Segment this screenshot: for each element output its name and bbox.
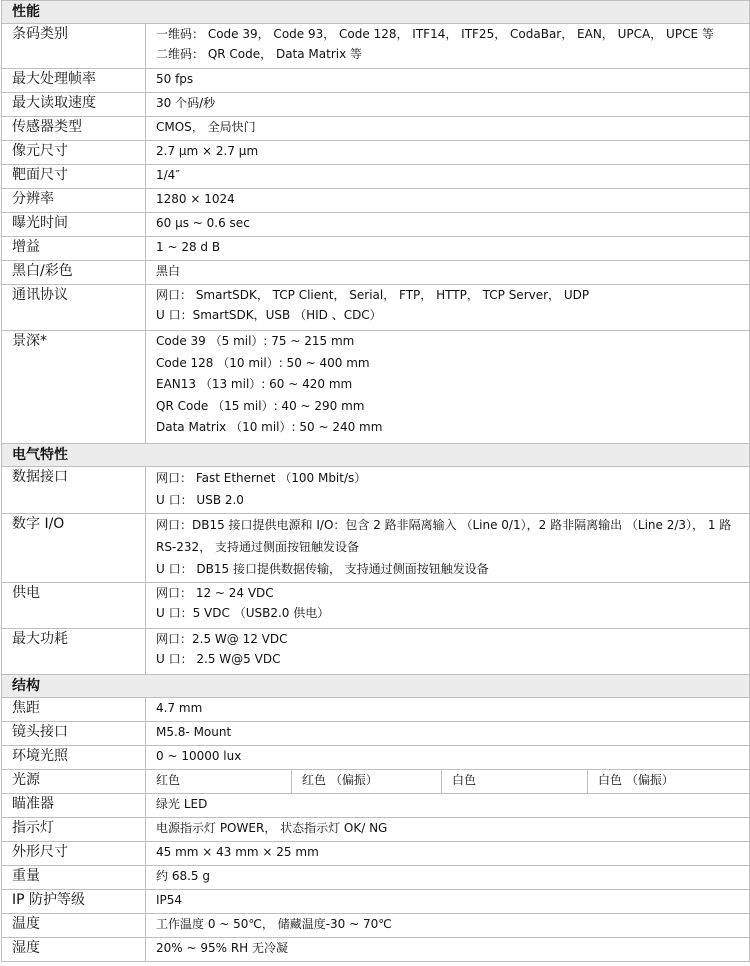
row-value: 工作温度 0 ~ 50℃， 储藏温度-30 ~ 70℃ <box>146 914 750 938</box>
section-row-electrical <box>2 444 750 467</box>
row-value: 1280 × 1024 <box>146 189 750 213</box>
value-line: U 口： USB 2.0 <box>156 493 244 507</box>
row-label: 像元尺寸 <box>2 141 146 165</box>
spec-row-sensor-type <box>2 117 750 141</box>
value-line: Code 39 （5 mil）: 75 ~ 215 mm <box>156 334 355 348</box>
row-value <box>146 514 750 583</box>
row-value: IP54 <box>146 890 750 914</box>
spec-row-ip-rating <box>2 890 750 914</box>
row-label: 瞄准器 <box>2 794 146 818</box>
spec-row-pixel-size <box>2 141 750 165</box>
row-label: 黑白/彩色 <box>2 261 146 285</box>
value-line: Code 128 （10 mil）: 50 ~ 400 mm <box>156 355 370 370</box>
row-value: 60 μs ~ 0.6 sec <box>146 213 750 237</box>
row-label: 温度 <box>2 914 146 938</box>
spec-row-data-interface <box>2 467 750 514</box>
row-label: 最大功耗 <box>2 629 146 675</box>
spec-row-target-size <box>2 165 750 189</box>
row-value: CMOS， 全局快门 <box>146 117 750 141</box>
spec-row-light-source <box>2 770 750 794</box>
value-line: EAN13 （13 mil）: 60 ~ 420 mm <box>156 377 353 392</box>
spec-row-focal-length <box>2 698 750 722</box>
row-label: 最大处理帧率 <box>2 69 146 93</box>
row-value <box>146 331 750 444</box>
row-value: 绿光 LED <box>146 794 750 818</box>
value-line: QR Code （15 mil）: 40 ~ 290 mm <box>156 398 365 413</box>
row-value <box>146 24 750 69</box>
value-line: 网口：2.5 W@ 12 VDC <box>156 632 288 646</box>
spec-row-aimer <box>2 794 750 818</box>
spec-row-digital-io <box>2 514 750 583</box>
value-line: Data Matrix （10 mil）: 50 ~ 240 mm <box>156 420 383 435</box>
row-label: 环境光照 <box>2 746 146 770</box>
spec-row-gain <box>2 237 750 261</box>
value-line: 网口： Fast Ethernet （100 Mbit/s） <box>156 471 367 485</box>
row-label: 焦距 <box>2 698 146 722</box>
row-label: 指示灯 <box>2 818 146 842</box>
spec-row-dimensions <box>2 842 750 866</box>
value-line: 网口： 12 ~ 24 VDC <box>156 586 274 600</box>
row-label: 镜头接口 <box>2 722 146 746</box>
spec-row-exposure-time <box>2 213 750 237</box>
row-value: 50 fps <box>146 69 750 93</box>
spec-row-temperature <box>2 914 750 938</box>
row-label: 靶面尺寸 <box>2 165 146 189</box>
value-line: 网口：DB15 接口提供电源和 I/O：包含 2 路非隔离输入 （Line 0/1），2 路非隔离输出 （Line 2/3）， 1 路 RS-232， 支持通过侧面按钮触发设备 <box>156 518 732 554</box>
section-row-structure <box>2 675 750 698</box>
row-value <box>146 467 750 514</box>
row-label: 传感器类型 <box>2 117 146 141</box>
row-value <box>146 629 750 675</box>
section-row-performance <box>2 1 750 24</box>
row-value <box>146 285 750 331</box>
spec-row-power-supply <box>2 583 750 629</box>
spec-row-ambient-light <box>2 746 750 770</box>
row-value: 4.7 mm <box>146 698 750 722</box>
section-title-electrical: 电气特性 <box>2 444 750 467</box>
light-option-red-polarized: 红色 （偏振） <box>292 770 442 794</box>
row-value: 黑白 <box>146 261 750 285</box>
row-label: 条码类别 <box>2 24 146 69</box>
row-label: 曝光时间 <box>2 213 146 237</box>
spec-table <box>1 0 750 962</box>
value-line: U 口：SmartSDK，USB （HID 、CDC） <box>156 308 382 322</box>
row-label: 增益 <box>2 237 146 261</box>
section-title-performance: 性能 <box>2 1 750 24</box>
row-value: 20% ~ 95% RH 无冷凝 <box>146 938 750 962</box>
light-option-white: 白色 <box>442 770 588 794</box>
row-label: 最大读取速度 <box>2 93 146 117</box>
spec-row-weight <box>2 866 750 890</box>
light-option-red: 红色 <box>146 770 292 794</box>
row-label: 供电 <box>2 583 146 629</box>
spec-row-lens-mount <box>2 722 750 746</box>
row-value: M5.8- Mount <box>146 722 750 746</box>
row-value: 45 mm × 43 mm × 25 mm <box>146 842 750 866</box>
row-value: 2.7 μm × 2.7 μm <box>146 141 750 165</box>
light-option-white-polarized: 白色 （偏振） <box>588 770 750 794</box>
row-value <box>146 583 750 629</box>
row-label: 分辨率 <box>2 189 146 213</box>
section-title-structure: 结构 <box>2 675 750 698</box>
spec-row-barcode-types <box>2 24 750 69</box>
value-line: 二维码： QR Code， Data Matrix 等 <box>156 47 363 61</box>
row-label: IP 防护等级 <box>2 890 146 914</box>
row-value: 0 ~ 10000 lux <box>146 746 750 770</box>
row-label: 景深* <box>2 331 146 444</box>
spec-row-humidity <box>2 938 750 962</box>
spec-row-max-frame-rate <box>2 69 750 93</box>
row-label: 数据接口 <box>2 467 146 514</box>
value-line: U 口： DB15 接口提供数据传输， 支持通过侧面按钮触发设备 <box>156 562 489 576</box>
spec-row-max-read-speed <box>2 93 750 117</box>
value-line: U 口：5 VDC （USB2.0 供电） <box>156 606 330 620</box>
row-label: 光源 <box>2 770 146 794</box>
spec-row-resolution <box>2 189 750 213</box>
value-line: U 口： 2.5 W@5 VDC <box>156 652 281 666</box>
row-label: 外形尺寸 <box>2 842 146 866</box>
spec-row-indicator <box>2 818 750 842</box>
row-label: 数字 I/O <box>2 514 146 583</box>
spec-row-protocol <box>2 285 750 331</box>
row-label: 湿度 <box>2 938 146 962</box>
spec-row-max-power <box>2 629 750 675</box>
row-value: 约 68.5 g <box>146 866 750 890</box>
row-value: 30 个码/秒 <box>146 93 750 117</box>
spec-row-depth-of-field <box>2 331 750 444</box>
value-line: 网口： SmartSDK， TCP Client， Serial， FTP， HTTP， TCP Server， UDP <box>156 288 590 302</box>
row-value: 1/4″ <box>146 165 750 189</box>
row-label: 通讯协议 <box>2 285 146 331</box>
row-value: 1 ~ 28 d B <box>146 237 750 261</box>
row-value: 电源指示灯 POWER， 状态指示灯 OK/ NG <box>146 818 750 842</box>
value-line: 一维码： Code 39， Code 93， Code 128， ITF14， ITF25， CodaBar， EAN， UPCA， UPCE 等 <box>156 27 714 41</box>
row-label: 重量 <box>2 866 146 890</box>
spec-row-mono-color <box>2 261 750 285</box>
